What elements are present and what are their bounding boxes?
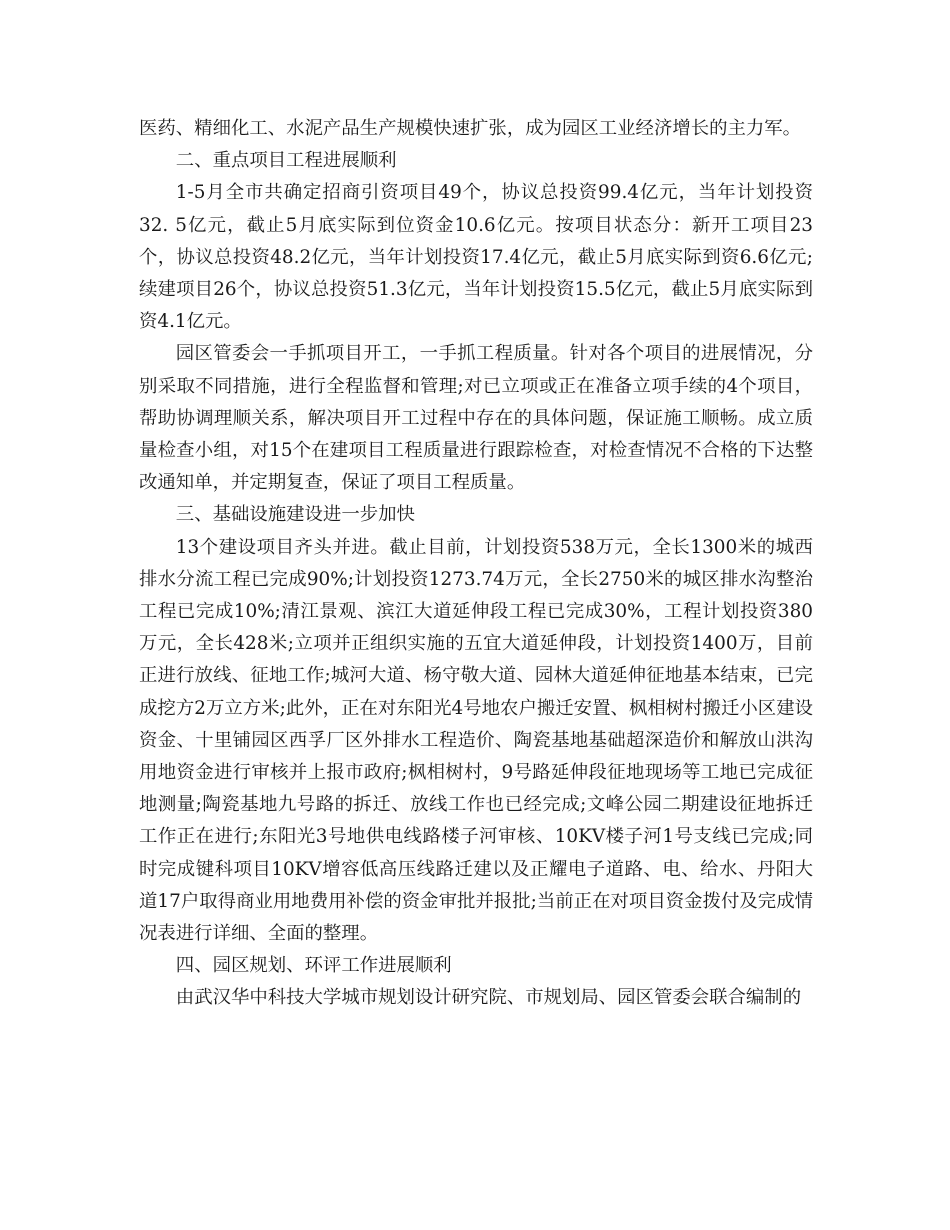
section-heading-2: 二、重点项目工程进展顺利: [175, 150, 397, 172]
section-heading-3: 三、基础设施建设进一步加快: [175, 504, 415, 526]
paragraph-planning: 由武汉华中科技大学城市规划设计研究院、市规划局、园区管委会联合编制的: [175, 987, 802, 1009]
section-heading-4: 四、园区规划、环评工作进展顺利: [175, 955, 452, 977]
paragraph-continuation: 医药、精细化工、水泥产品生产规模快速扩张，成为园区工业经济增长的主力军。: [139, 118, 802, 139]
document-body: [139, 113, 813, 1015]
paragraph-management: 园区管委会一手抓项目开工，一手抓工程质量。针对各个项目的进展情况，分别采取不同措施，进行全程监督和管理;对已立项或正在准备立项手续的4个项目，帮助协调理顺关系，解决项目开工过程中存在的具体问题，保证施工顺畅。成立质量检查小组，对15个在建项目工程质量进行跟踪检查，对检查情况不合格的下达整改通知单，并定期复查，保证了项目工程质量。: [139, 343, 813, 494]
paragraph-infrastructure: 13个建设项目齐头并进。截止目前，计划投资538万元，全长1300米的城西排水分流工程已完成90%;计划投资1273.74万元，全长2750米的城区排水沟整治工程已完成10%;清江景观、滨江大道延伸段工程已完成30%，工程计划投资380万元，全长428米;立项并正组织实施的五宜大道延伸段，计划投资1400万，目前正进行放线、征地工作;城河大道、杨守敬大道、园林大道延伸征地基本结束，已完成挖方2万立方米;此外，正在对东阳光4号地农户搬迁安置、枫相树村搬迁小区建设资金、十里铺园区西孚厂区外排水工程造价、陶瓷基地基础超深造价和解放山洪沟用地资金进行审核并上报市政府;枫相树村，9号路延伸段征地现场等工地已完成征地测量;陶瓷基地九号路的拆迁、放线工作也已经完成;文峰公园二期建设征地拆迁工作正在进行;东阳光3号地供电线路楼子河审核、10KV楼子河1号支线已完成;同时完成键科项目10KV增容低高压线路迁建以及正耀电子道路、电、给水、丹阳大道17户取得商业用地费用补偿的资金审批并报批;当前正在对项目资金拨付及完成情况表进行详细、全面的整理。: [139, 536, 813, 945]
paragraph-investment-summary: 1-5月全市共确定招商引资项目49个，协议总投资99.4亿元，当年计划投资32. 5亿元，截止5月底实际到位资金10.6亿元。按项目状态分：新开工项目23个，协议总投资48.2亿元，当年计划投资17.4亿元，截止5月底实际到资6.6亿元;续建项目26个，协议总投资51.3亿元，当年计划投资15.5亿元，截止5月底实际到资4.1亿元。: [139, 182, 813, 333]
